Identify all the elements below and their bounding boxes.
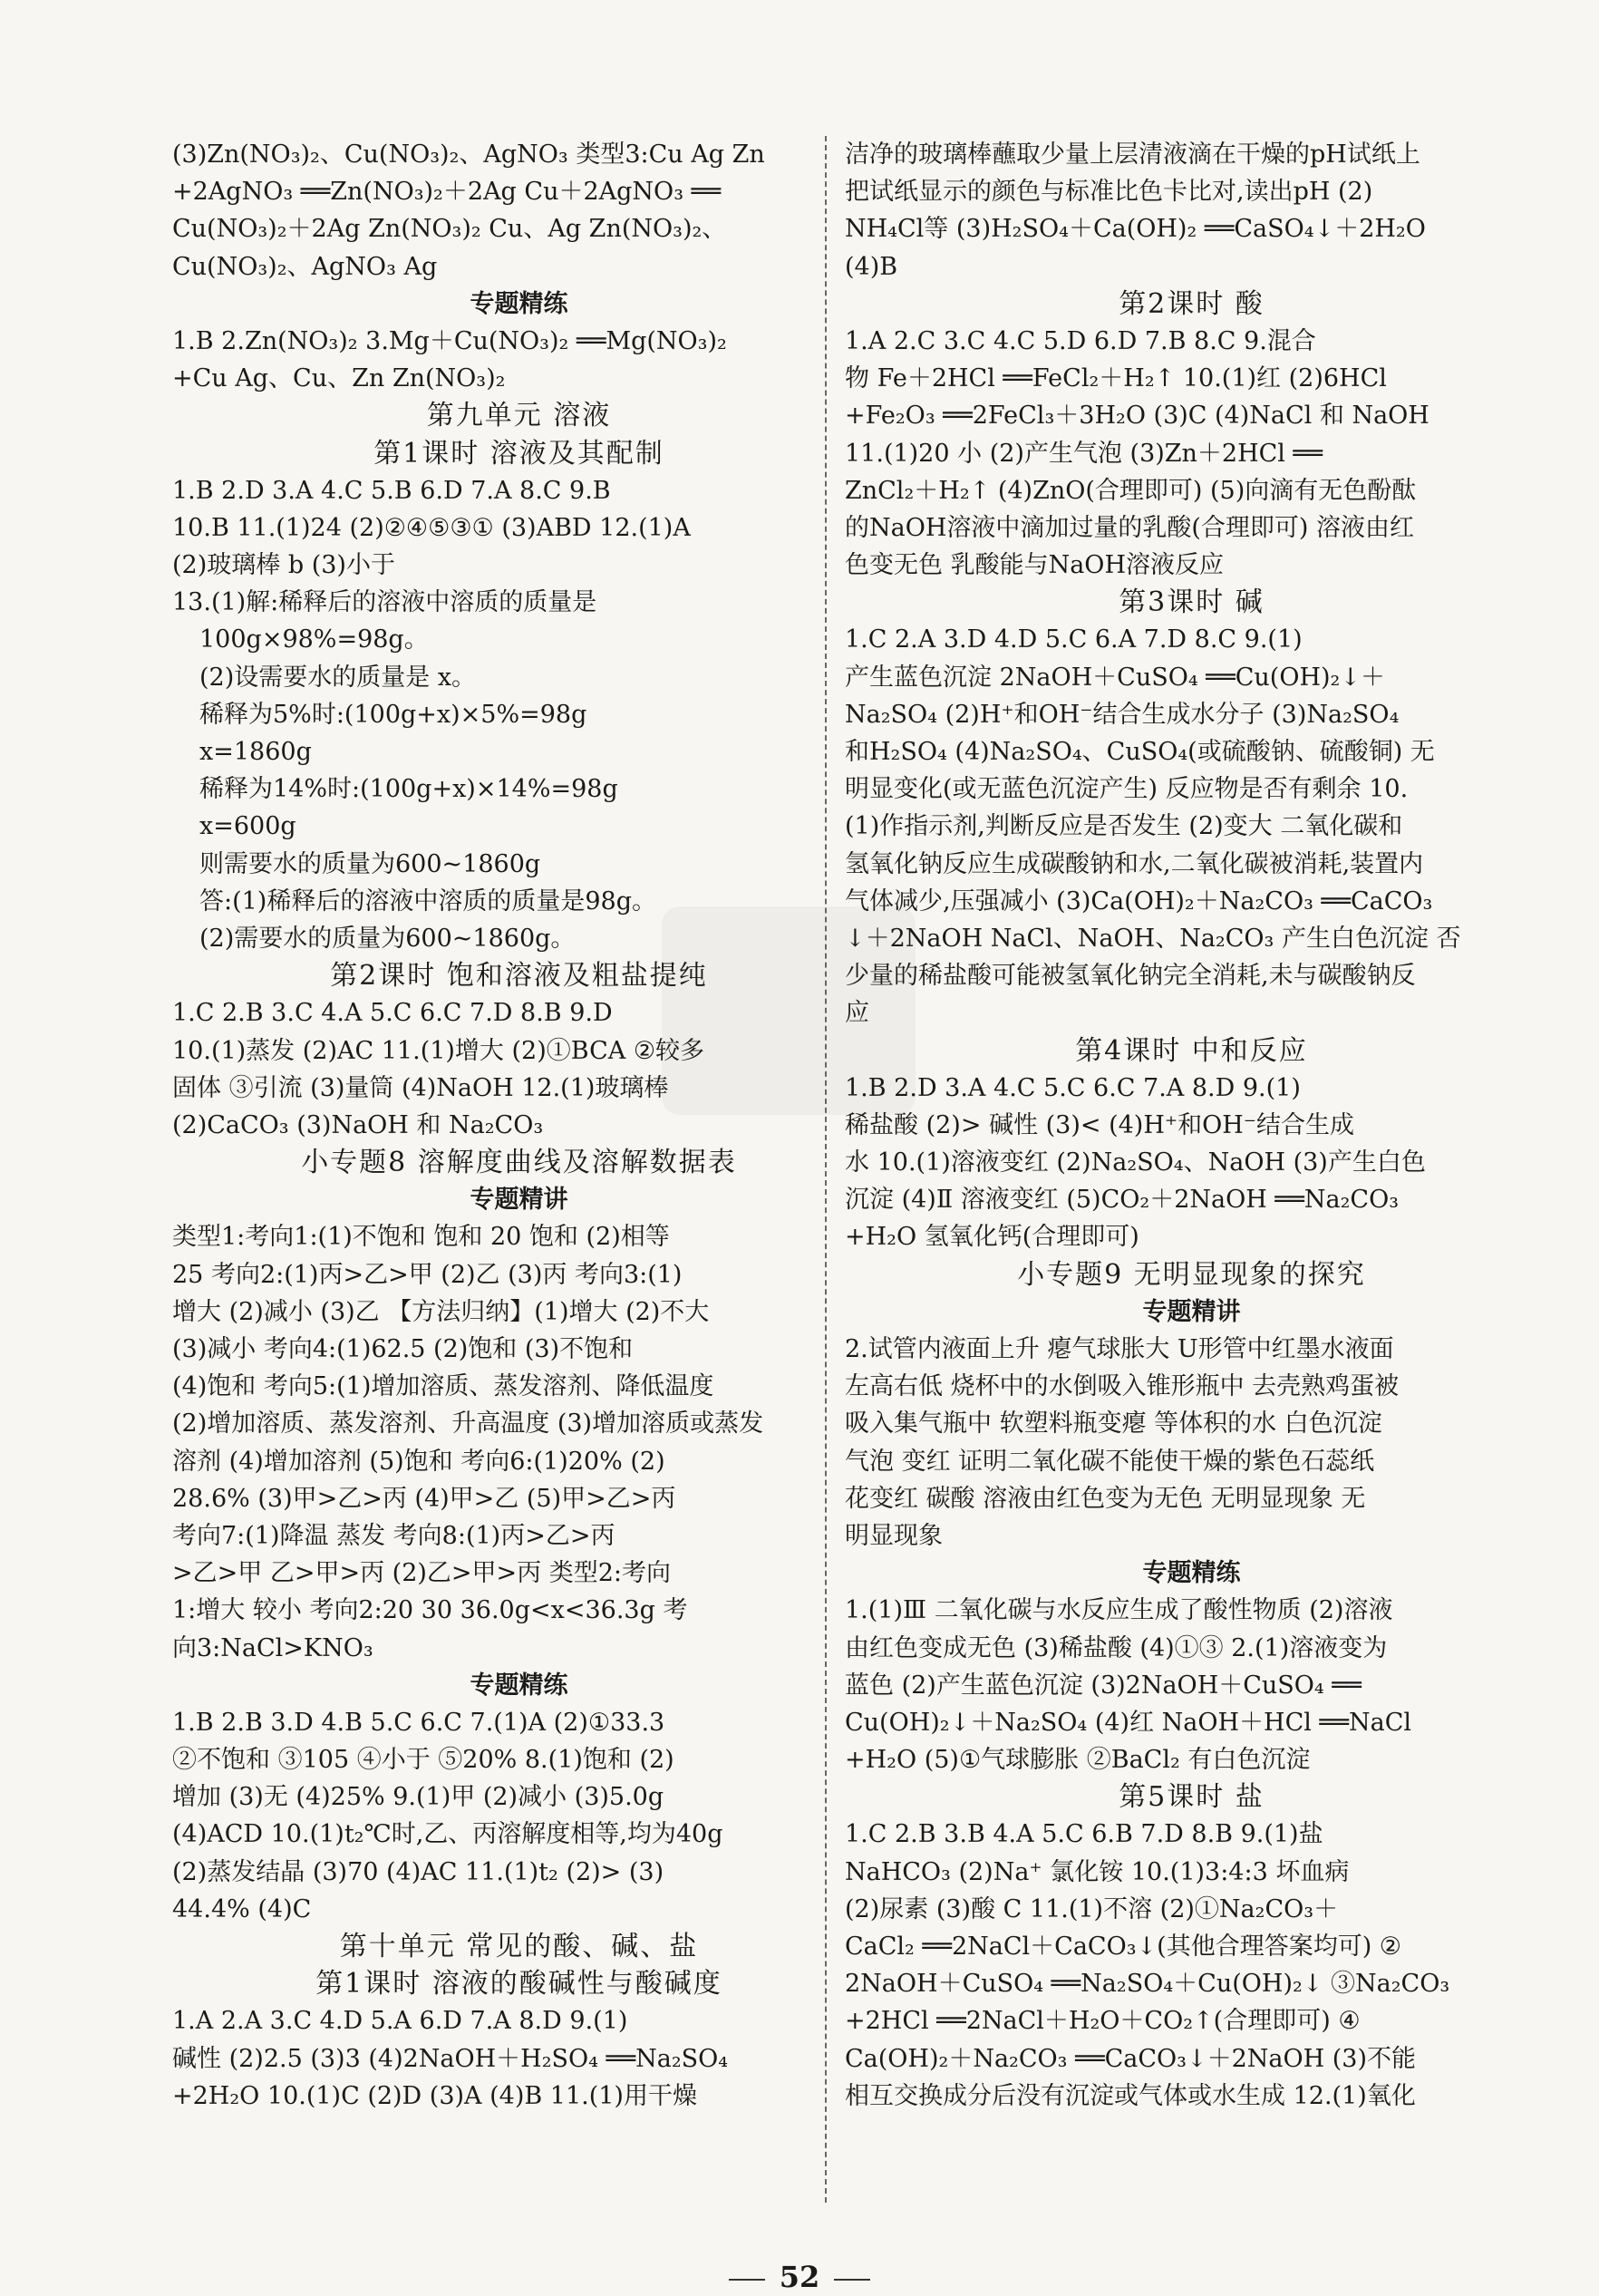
text-line: (4)饱和 考向5:(1)增加溶质、蒸发溶剂、降低温度	[172, 1372, 714, 1401]
sub-heading: 专题精讲	[470, 1186, 568, 1215]
text-line: 蓝色 (2)产生蓝色沉淀 (3)2NaOH＋CuSO₄ ══	[845, 1671, 1362, 1700]
sub-heading: 专题精练	[1142, 1559, 1241, 1588]
section-heading: 第2课时 饱和溶液及粗盐提纯	[330, 960, 708, 993]
text-line: +2AgNO₃ ══Zn(NO₃)₂＋2Ag Cu＋2AgNO₃ ══	[172, 178, 722, 207]
sub-heading: 专题精练	[470, 1671, 568, 1700]
text-line: 花变红 碳酸 溶液由红色变为无色 无明显现象 无	[845, 1484, 1366, 1513]
text-line: (2)需要水的质量为600~1860g。	[199, 924, 576, 953]
text-line: (2)CaCO₃ (3)NaOH 和 Na₂CO₃	[172, 1110, 544, 1139]
text-line: (3)减小 考向4:(1)62.5 (2)饱和 (3)不饱和	[172, 1335, 634, 1363]
text-line: (2)蒸发结晶 (3)70 (4)AC 11.(1)t₂ (2)> (3)	[172, 1857, 664, 1886]
text-line: (2)设需要水的质量是 x。	[199, 663, 477, 692]
text-line: x=600g	[199, 812, 296, 841]
text-line: (2)增加溶质、蒸发溶剂、升高温度 (3)增加溶质或蒸发	[172, 1410, 764, 1439]
text-line: 1.B 2.B 3.D 4.B 5.C 6.C 7.(1)A (2)①33.3	[172, 1708, 665, 1737]
text-line: 碱性 (2)2.5 (3)3 (4)2NaOH＋H₂SO₄ ══Na₂SO₄	[172, 2044, 729, 2073]
text-line: +Fe₂O₃ ══2FeCl₃＋3H₂O (3)C (4)NaCl 和 NaOH	[845, 402, 1429, 431]
text-line: 应	[845, 999, 869, 1028]
text-line: 沉淀 (4)Ⅱ 溶液变红 (5)CO₂＋2NaOH ══Na₂CO₃	[845, 1186, 1400, 1215]
text-line: 考向7:(1)降温 蒸发 考向8:(1)丙>乙>丙	[172, 1521, 615, 1550]
text-line: 44.4% (4)C	[172, 1894, 312, 1923]
text-line: 洁净的玻璃棒蘸取少量上层清液滴在干燥的pH试纸上	[845, 140, 1420, 169]
text-line: +2H₂O 10.(1)C (2)D (3)A (4)B 11.(1)用干燥	[172, 2081, 697, 2110]
text-line: 28.6% (3)甲>乙>丙 (4)甲>乙 (5)甲>乙>丙	[172, 1484, 676, 1513]
text-line: 产生蓝色沉淀 2NaOH＋CuSO₄ ══Cu(OH)₂↓＋	[845, 663, 1386, 692]
section-heading: 第5课时 盐	[1119, 1781, 1265, 1814]
page-number: 52	[779, 2260, 820, 2294]
section-heading: 第1课时 溶液的酸碱性与酸碱度	[315, 1968, 722, 2001]
text-line: Cu(NO₃)₂＋2Ag Zn(NO₃)₂ Cu、Ag Zn(NO₃)₂、	[172, 215, 727, 244]
text-line: ZnCl₂＋H₂↑ (4)ZnO(合理即可) (5)向滴有无色酚酞	[845, 476, 1417, 505]
text-line: 1.B 2.Zn(NO₃)₂ 3.Mg＋Cu(NO₃)₂ ══Mg(NO₃)₂	[172, 326, 727, 355]
text-line: 由红色变成无色 (3)稀盐酸 (4)①③ 2.(1)溶液变为	[845, 1633, 1388, 1662]
text-line: 100g×98%=98g。	[199, 625, 429, 654]
text-line: 1.(1)Ⅲ 二氧化碳与水反应生成了酸性物质 (2)溶液	[845, 1596, 1393, 1625]
text-line: ↓＋2NaOH NaCl、NaOH、Na₂CO₃ 产生白色沉淀 否	[845, 924, 1461, 953]
text-line: 1.B 2.D 3.A 4.C 5.B 6.D 7.A 8.C 9.B	[172, 476, 611, 505]
text-line: 氢氧化钠反应生成碳酸钠和水,二氧化碳被消耗,装置内	[845, 849, 1424, 878]
text-line: 稀盐酸 (2)> 碱性 (3)< (4)H⁺和OH⁻结合生成	[845, 1110, 1355, 1139]
right-column	[845, 136, 1538, 2115]
sub-heading: 专题精讲	[1142, 1297, 1241, 1326]
column-divider	[825, 136, 827, 2203]
text-line: 和H₂SO₄ (4)Na₂SO₄、CuSO₄(或硫酸钠、硫酸铜) 无	[845, 738, 1435, 766]
text-line: 1:增大 较小 考向2:20 30 36.0g<x<36.3g 考	[172, 1596, 688, 1625]
text-line: 吸入集气瓶中 软塑料瓶变瘪 等体积的水 白色沉淀	[845, 1410, 1382, 1439]
text-line: 增加 (3)无 (4)25% 9.(1)甲 (2)减小 (3)5.0g	[172, 1783, 664, 1812]
text-line: 明显变化(或无蓝色沉淀产生) 反应物是否有剩余 10.	[845, 775, 1409, 804]
text-line: 1.C 2.B 3.C 4.A 5.C 6.C 7.D 8.B 9.D	[172, 999, 613, 1028]
section-heading: 小专题9 无明显现象的探究	[1017, 1258, 1366, 1291]
text-line: 25 考向2:(1)丙>乙>甲 (2)乙 (3)丙 考向3:(1)	[172, 1260, 683, 1289]
text-line: 固体 ③引流 (3)量筒 (4)NaOH 12.(1)玻璃棒	[172, 1073, 669, 1102]
text-line: 增大 (2)减小 (3)乙 【方法归纳】(1)增大 (2)不大	[172, 1297, 710, 1326]
section-heading: 第十单元 常见的酸、碱、盐	[339, 1931, 699, 1962]
text-line: 10.(1)蒸发 (2)AC 11.(1)增大 (2)①BCA ②较多	[172, 1036, 705, 1065]
text-line: x=1860g	[199, 738, 312, 766]
text-line: 溶剂 (4)增加溶剂 (5)饱和 考向6:(1)20% (2)	[172, 1447, 665, 1476]
left-column	[172, 136, 866, 2115]
section-heading: 小专题8 溶解度曲线及溶解数据表	[301, 1147, 737, 1179]
text-line: +H₂O 氢氧化钙(合理即可)	[845, 1223, 1139, 1252]
text-line: 2NaOH＋CuSO₄ ══Na₂SO₄＋Cu(OH)₂↓ ③Na₂CO₃	[845, 1970, 1450, 1999]
text-line: (2)玻璃棒 b (3)小于	[172, 551, 395, 580]
text-line: NaHCO₃ (2)Na⁺ 氯化铵 10.(1)3:4:3 坏血病	[845, 1857, 1350, 1886]
text-line: 答:(1)稀释后的溶液中溶质的质量是98g。	[199, 886, 656, 915]
text-line: 少量的稀盐酸可能被氢氧化钠完全消耗,未与碳酸钠反	[845, 962, 1416, 991]
text-line: (4)B	[845, 252, 898, 281]
text-line: 色变无色 乳酸能与NaOH溶液反应	[845, 551, 1224, 580]
section-heading: 第4课时 中和反应	[1075, 1034, 1308, 1067]
text-line: +2HCl ══2NaCl＋H₂O＋CO₂↑(合理即可) ④	[845, 2007, 1361, 2036]
text-line: Cu(OH)₂↓＋Na₂SO₄ (4)红 NaOH＋HCl ══NaCl	[845, 1708, 1412, 1737]
text-line: Ca(OH)₂＋Na₂CO₃ ══CaCO₃↓＋2NaOH (3)不能	[845, 2044, 1416, 2073]
text-line: 1.A 2.A 3.C 4.D 5.A 6.D 7.A 8.D 9.(1)	[172, 2007, 628, 2036]
page-footer	[0, 2260, 1599, 2294]
text-line: 左高右低 烧杯中的水倒吸入锥形瓶中 去壳熟鸡蛋被	[845, 1372, 1400, 1401]
text-line: 1.B 2.D 3.A 4.C 5.C 6.C 7.A 8.D 9.(1)	[845, 1073, 1301, 1102]
text-line: 相互交换成分后没有沉淀或气体或水生成 12.(1)氧化	[845, 2081, 1416, 2110]
text-line: 13.(1)解:稀释后的溶液中溶质的质量是	[172, 588, 597, 617]
text-line: 物 Fe＋2HCl ══FeCl₂＋H₂↑ 10.(1)红 (2)6HCl	[845, 364, 1387, 393]
section-heading: 第3课时 碱	[1119, 586, 1265, 619]
text-line: 水 10.(1)溶液变红 (2)Na₂SO₄、NaOH (3)产生白色	[845, 1148, 1426, 1177]
text-line: (2)尿素 (3)酸 C 11.(1)不溶 (2)①Na₂CO₃＋	[845, 1894, 1339, 1923]
text-line: 把试纸显示的颜色与标准比色卡比对,读出pH (2)	[845, 178, 1373, 207]
text-line: +Cu Ag、Cu、Zn Zn(NO₃)₂	[172, 364, 506, 393]
text-line: (4)ACD 10.(1)t₂℃时,乙、丙溶解度相等,均为40g	[172, 1820, 723, 1849]
text-line: 的NaOH溶液中滴加过量的乳酸(合理即可) 溶液由红	[845, 513, 1415, 542]
text-line: 稀释为5%时:(100g+x)×5%=98g	[199, 700, 587, 729]
text-line: ②不饱和 ③105 ④小于 ⑤20% 8.(1)饱和 (2)	[172, 1746, 674, 1775]
text-line: 气泡 变红 证明二氧化碳不能使干燥的紫色石蕊纸	[845, 1447, 1375, 1476]
section-heading: 第1课时 溶液及其配制	[373, 437, 664, 470]
text-line: >乙>甲 乙>甲>丙 (2)乙>甲>丙 类型2:考向	[172, 1559, 672, 1588]
text-line: 1.C 2.B 3.B 4.A 5.C 6.B 7.D 8.B 9.(1)盐	[845, 1820, 1323, 1849]
section-heading: 第2课时 酸	[1119, 287, 1265, 320]
text-line: 向3:NaCl>KNO₃	[172, 1633, 373, 1662]
text-line: 10.B 11.(1)24 (2)②④⑤③① (3)ABD 12.(1)A	[172, 513, 691, 542]
text-line: (1)作指示剂,判断反应是否发生 (2)变大 二氧化碳和	[845, 812, 1403, 841]
text-line: 气体减少,压强减小 (3)Ca(OH)₂＋Na₂CO₃ ══CaCO₃	[845, 886, 1433, 915]
text-line: Cu(NO₃)₂、AgNO₃ Ag	[172, 252, 438, 281]
text-line: 11.(1)20 小 (2)产生气泡 (3)Zn＋2HCl ══	[845, 439, 1323, 468]
text-line: 则需要水的质量为600~1860g	[199, 849, 541, 878]
sub-heading: 专题精练	[470, 289, 568, 318]
text-line: 类型1:考向1:(1)不饱和 饱和 20 饱和 (2)相等	[172, 1223, 670, 1252]
text-line: 1.A 2.C 3.C 4.C 5.D 6.D 7.B 8.C 9.混合	[845, 326, 1316, 355]
text-line: NH₄Cl等 (3)H₂SO₄＋Ca(OH)₂ ══CaSO₄↓＋2H₂O	[845, 215, 1426, 244]
text-line: CaCl₂ ══2NaCl＋CaCO₃↓(其他合理答案均可) ②	[845, 1933, 1402, 1961]
section-heading: 第九单元 溶液	[426, 400, 612, 432]
text-line: 1.C 2.A 3.D 4.D 5.C 6.A 7.D 8.C 9.(1)	[845, 625, 1303, 654]
text-line: Na₂SO₄ (2)H⁺和OH⁻结合生成水分子 (3)Na₂SO₄	[845, 700, 1400, 729]
text-line: (3)Zn(NO₃)₂、Cu(NO₃)₂、AgNO₃ 类型3:Cu Ag Zn	[172, 140, 765, 169]
text-line: +H₂O (5)①气球膨胀 ②BaCl₂ 有白色沉淀	[845, 1746, 1311, 1775]
text-line: 2.试管内液面上升 瘪气球胀大 U形管中红墨水液面	[845, 1335, 1394, 1363]
text-line: 稀释为14%时:(100g+x)×14%=98g	[199, 775, 618, 804]
text-line: 明显现象	[845, 1521, 943, 1550]
